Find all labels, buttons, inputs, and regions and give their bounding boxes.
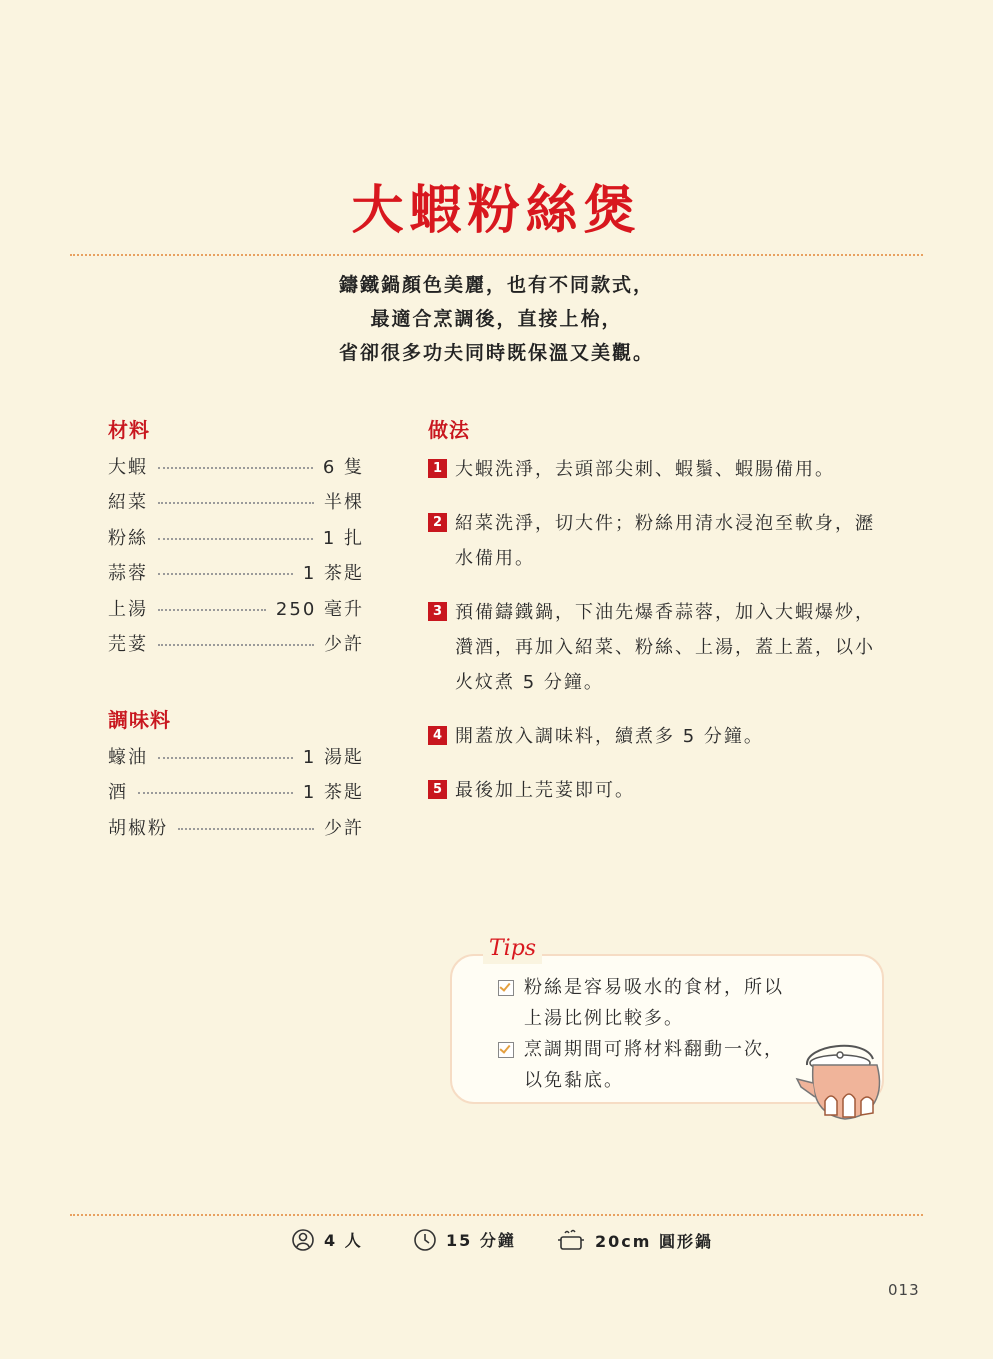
step-text: 紹菜洗淨，切大件；粉絲用清水浸泡至軟身，瀝水備用。 bbox=[455, 513, 875, 569]
tip-line: 上湯比例比較多。 bbox=[524, 1008, 684, 1029]
ingredient-row bbox=[108, 448, 364, 484]
ingredient-amount: 半棵 bbox=[324, 492, 364, 514]
seasoning-name: 酒 bbox=[108, 782, 128, 804]
ingredient-amount: 1 茶匙 bbox=[302, 563, 364, 585]
servings-text: 4 人 bbox=[324, 1231, 363, 1250]
method-step bbox=[428, 506, 898, 576]
intro-text bbox=[0, 268, 993, 370]
dotted-leader bbox=[158, 757, 293, 759]
time-info bbox=[414, 1228, 516, 1251]
method-step bbox=[428, 719, 898, 754]
ingredient-name: 上湯 bbox=[108, 598, 148, 620]
top-divider bbox=[70, 254, 923, 256]
step-text: 最後加上芫荽即可。 bbox=[455, 780, 635, 801]
tips-label: Tips bbox=[483, 934, 542, 964]
page-number: 013 bbox=[888, 1281, 920, 1299]
intro-line: 省卻很多功夫同時既保溫又美觀。 bbox=[338, 342, 654, 364]
step-number: 3 bbox=[428, 602, 447, 621]
step-text: 預備鑄鐵鍋，下油先爆香蒜蓉，加入大蝦爆炒，灒酒，再加入紹菜、粉絲、上湯，蓋上蓋，以小火炆煮 5 分鐘。 bbox=[455, 602, 875, 693]
intro-line: 最適合烹調後，直接上枱， bbox=[370, 308, 623, 330]
checkbox-icon bbox=[498, 1042, 514, 1058]
ingredient-name: 大蝦 bbox=[108, 456, 148, 478]
seasoning-amount: 少許 bbox=[324, 817, 364, 839]
ingredient-name: 粉絲 bbox=[108, 527, 148, 549]
tip-line: 粉絲是容易吸水的食材，所以 bbox=[524, 977, 784, 998]
ingredient-amount: 6 隻 bbox=[322, 456, 364, 478]
tip-line: 以免黏底。 bbox=[524, 1070, 624, 1091]
ingredient-row bbox=[108, 519, 364, 555]
method-step bbox=[428, 773, 898, 808]
step-number: 2 bbox=[428, 513, 447, 532]
bottom-divider bbox=[70, 1214, 923, 1216]
ingredients-heading: 材料 bbox=[108, 418, 150, 442]
ingredient-row bbox=[108, 555, 364, 591]
ingredient-row bbox=[108, 590, 364, 626]
kettle-illustration bbox=[795, 1035, 895, 1125]
seasoning-amount: 1 湯匙 bbox=[302, 746, 364, 768]
method-step bbox=[428, 452, 898, 487]
tip-line: 烹調期間可將材料翻動一次， bbox=[524, 1039, 784, 1060]
time-text: 15 分鐘 bbox=[446, 1231, 516, 1250]
tip-item bbox=[498, 1034, 798, 1096]
step-number: 5 bbox=[428, 780, 447, 799]
pot-text: 20cm 圓形鍋 bbox=[595, 1231, 713, 1251]
ingredient-amount: 少許 bbox=[324, 634, 364, 656]
person-icon bbox=[292, 1229, 314, 1251]
tip-item bbox=[498, 972, 798, 1034]
intro-line: 鑄鐵鍋顏色美麗，也有不同款式， bbox=[338, 274, 654, 296]
seasoning-row bbox=[108, 809, 364, 845]
ingredient-amount: 1 扎 bbox=[322, 527, 364, 549]
ingredient-amount: 250 毫升 bbox=[275, 598, 364, 620]
clock-icon bbox=[414, 1229, 436, 1251]
dotted-leader bbox=[158, 538, 313, 540]
seasoning-list bbox=[108, 738, 364, 845]
checkbox-icon bbox=[498, 980, 514, 996]
dotted-leader bbox=[138, 792, 293, 794]
ingredient-row bbox=[108, 484, 364, 520]
method-heading: 做法 bbox=[428, 418, 470, 442]
dotted-leader bbox=[158, 467, 313, 469]
seasoning-row bbox=[108, 774, 364, 810]
recipe-title: 大蝦粉絲煲 bbox=[351, 181, 642, 241]
step-text: 大蝦洗淨，去頭部尖刺、蝦鬚、蝦腸備用。 bbox=[455, 459, 835, 480]
seasoning-amount: 1 茶匙 bbox=[302, 782, 364, 804]
seasoning-name: 胡椒粉 bbox=[108, 817, 168, 839]
step-number: 4 bbox=[428, 726, 447, 745]
method-step bbox=[428, 595, 898, 700]
pot-info bbox=[557, 1228, 713, 1252]
dotted-leader bbox=[158, 502, 314, 504]
step-number: 1 bbox=[428, 459, 447, 478]
servings-info bbox=[292, 1228, 363, 1251]
dotted-leader bbox=[158, 573, 293, 575]
step-text: 開蓋放入調味料，續煮多 5 分鐘。 bbox=[455, 726, 764, 747]
pot-icon bbox=[557, 1228, 585, 1252]
ingredient-name: 紹菜 bbox=[108, 492, 148, 514]
seasoning-heading: 調味料 bbox=[108, 708, 171, 732]
seasoning-row bbox=[108, 738, 364, 774]
ingredients-list bbox=[108, 448, 364, 661]
ingredient-name: 蒜蓉 bbox=[108, 563, 148, 585]
ingredient-row bbox=[108, 626, 364, 662]
dotted-leader bbox=[178, 828, 314, 830]
ingredient-name: 芫荽 bbox=[108, 634, 148, 656]
dotted-leader bbox=[158, 609, 266, 611]
dotted-leader bbox=[158, 644, 314, 646]
seasoning-name: 蠔油 bbox=[108, 746, 148, 768]
method-steps bbox=[428, 452, 898, 827]
